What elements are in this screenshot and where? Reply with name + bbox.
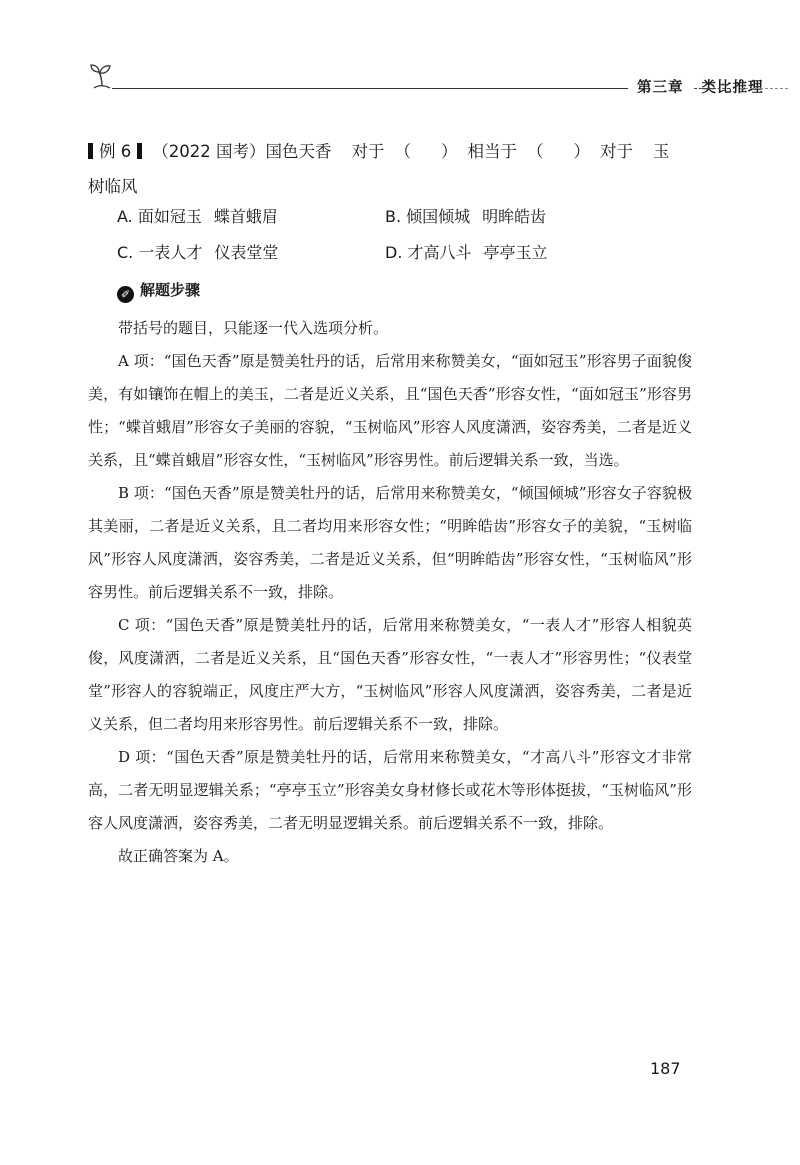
question-paren: ） bbox=[441, 142, 458, 161]
question-line-1 bbox=[88, 134, 693, 169]
chapter-title bbox=[637, 76, 764, 97]
paragraph: D 项：“国色天香”原是赞美牡丹的话，后常用来称赞美女，“才高八斗”形容文才非常高，二者无明显逻辑关系；“亭亭玉立”形容美女身材修长或花木等形体挺拔，“玉树临风”形容人风度潇洒，姿容秀美，二者无明显逻辑关系。前后逻辑关系不一致，排除。 bbox=[88, 748, 692, 832]
option-a: A. 面如冠玉 蝶首蛾眉 bbox=[117, 207, 278, 226]
question-word: 玉 bbox=[653, 142, 670, 161]
option-d: D. 才高八斗 亭亭玉立 bbox=[385, 243, 548, 262]
paragraph: A 项：“国色天香”原是赞美牡丹的话，后常用来称赞美女，“面如冠玉”形容男子面貌俊美，有如镶饰在帽上的美玉，二者是近义关系，且“国色天香”形容女性，“面如冠玉”形容男性；“蝶首蛾眉”形容女子美丽的容貌，“玉树临风”形容人风度潇洒，姿容秀美，二者是近义关系，且“蝶首蛾眉”形容女性，“玉树临风”形容男性。前后逻辑关系一致，当选。 bbox=[88, 352, 692, 469]
example-number: 例 6 bbox=[99, 142, 132, 161]
header-dash bbox=[694, 88, 730, 89]
question-paren: （ bbox=[527, 142, 544, 161]
question-line-2: 树临风 bbox=[88, 177, 138, 196]
paragraph: B 项：“国色天香”原是赞美牡丹的话，后常用来称赞美女，“倾国倾城”形容女子容貌极其美丽，二者是近义关系，且二者均用来形容女性；“明眸皓齿”形容女子的美貌，“玉树临风”形容人风度潇洒，姿容秀美，二者是近义关系，但“明眸皓齿”形容女性，“玉树临风”形容男性。前后逻辑关系不一致，排除。 bbox=[88, 484, 692, 601]
pencil-icon: ✐ bbox=[117, 286, 134, 303]
option-c: C. 一表人才 仪表堂堂 bbox=[117, 243, 279, 262]
example-bar bbox=[88, 143, 93, 159]
solution-steps-title: 解题步骤 bbox=[140, 281, 201, 299]
question-term: 国色天香 bbox=[265, 142, 332, 161]
question-paren: ） bbox=[573, 142, 590, 161]
question-word: 对于 bbox=[600, 142, 633, 161]
header-rule bbox=[112, 88, 628, 89]
paragraph: 故正确答案为 A。 bbox=[118, 847, 239, 865]
page-header bbox=[88, 58, 800, 98]
paragraph: C 项：“国色天香”原是赞美牡丹的话，后常用来称赞美女，“一表人才”形容人相貌英俊，风度潇洒，二者是近义关系，且“国色天香”形容女性，“一表人才”形容男性；“仪表堂堂”形容人的容貌端正，风度庄严大方，“玉树临风”形容人风度潇洒，姿容秀美，二者是近义关系，但二者均用来形容男性。前后逻辑关系不一致，排除。 bbox=[88, 616, 692, 733]
section-label: 类比推理 bbox=[701, 80, 764, 96]
question-paren: （ bbox=[394, 142, 411, 161]
option-b: B. 倾国倾城 明眸皓齿 bbox=[385, 207, 547, 226]
question-word: 对于 bbox=[351, 142, 385, 161]
page-number: 187 bbox=[650, 1059, 681, 1078]
example-bar bbox=[137, 143, 142, 159]
sprout-icon bbox=[88, 60, 118, 90]
example-source: （2022 国考） bbox=[152, 142, 266, 161]
solution-text bbox=[88, 312, 692, 873]
header-dash bbox=[740, 88, 788, 89]
question-word: 相当于 bbox=[467, 142, 517, 161]
chapter-label: 第三章 bbox=[637, 80, 684, 96]
solution-steps-heading bbox=[117, 279, 200, 303]
example-question bbox=[88, 134, 693, 204]
paragraph: 带括号的题目，只能逐一代入选项分析。 bbox=[118, 319, 389, 337]
